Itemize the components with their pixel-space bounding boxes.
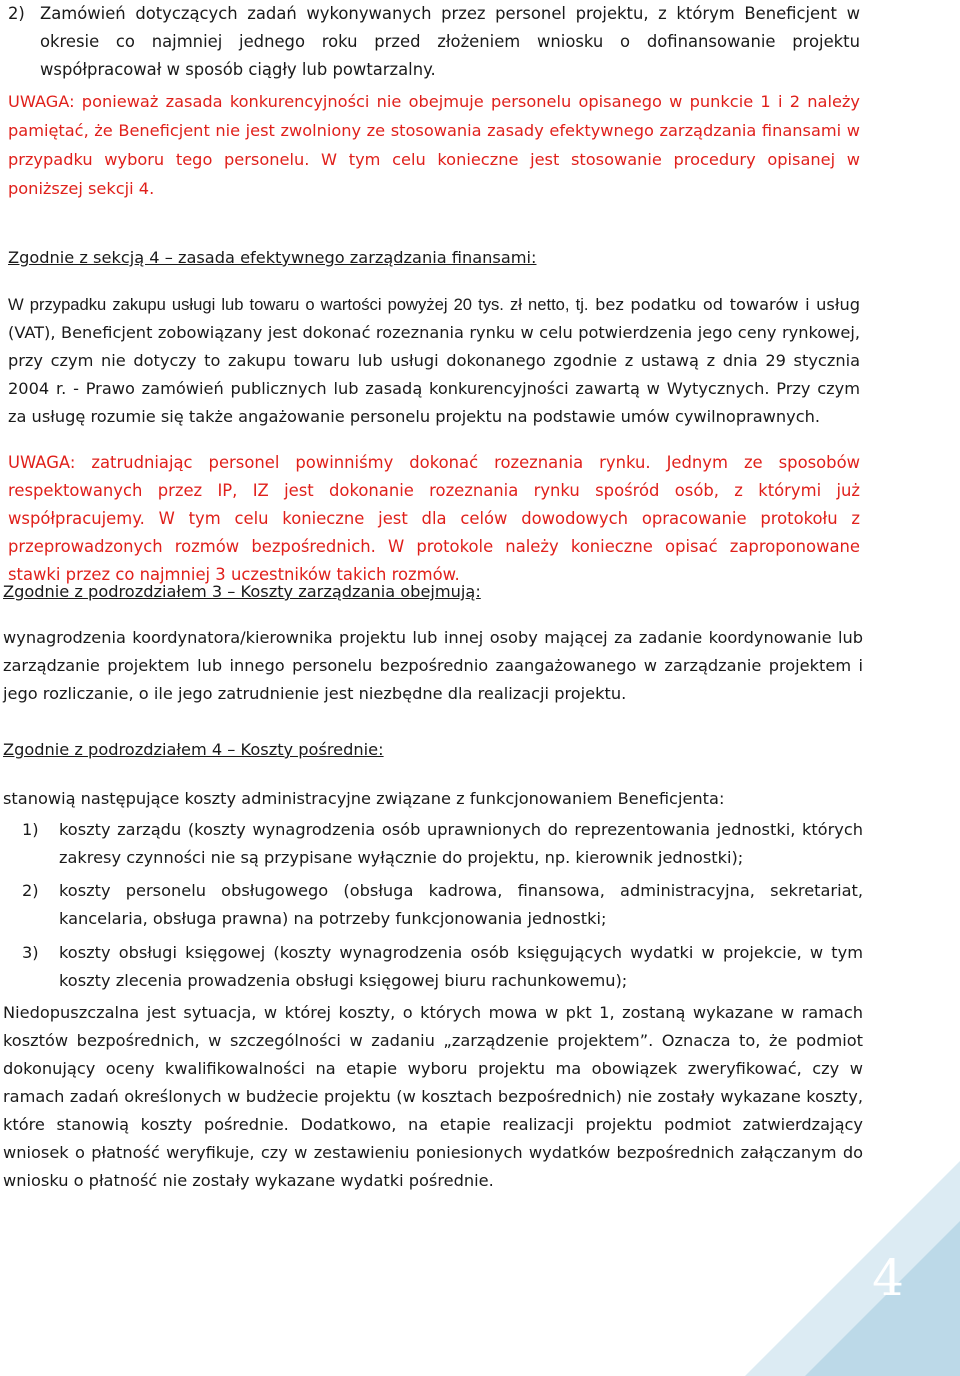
- cost-list-item-text: koszty zarządu (koszty wynagrodzenia osób uprawnionych do reprezentowania jednostki, których zakresy czynności nie są przypisane wyłącznie do projektu, np. kierownik jednostki);: [59, 820, 863, 867]
- cost-list-item: [3, 877, 863, 933]
- section-4-body-rest: bez podatku od towarów i usług (VAT), Beneficjent zobowiązany jest dokonać rozeznania rynku w celu potwierdzenia jego ceny rynkowej, przy czym nie dotyczy to zakupu towaru lub usługi dokonanego zgodnie z ustawą z dnia 29 stycznia 2004 r. - Prawo zamówień publicznych lub zasadą konkurencyjności zawartą w Wytycznych. Przy czym za usługę rozumie się także angażowanie personelu projektu na podstawie umów cywilnoprawnych.: [8, 295, 860, 426]
- page-number: 4: [872, 1249, 904, 1307]
- closing-paragraph: Niedopuszczalna jest sytuacja, w której koszty, o których mowa w pkt 1, zostaną wykazane w ramach kosztów bezpośrednich, w szczególności w zadaniu „zarządzenie projektem”. Oznacza to, że podmiot dokonujący oceny kwalifikowalności na etapie wyboru projektu ma obowiązek zweryfikować, czy w ramach zadań określonych w budżecie projektu (w kosztach bezpośrednich) nie zostały wykazane koszty, które stanowią koszty pośrednie. Dodatkowo, na etapie realizacji projektu podmiot zatwierdzający wniosek o płatność weryfikuje, czy w zestawieniu poniesionych wydatków bezpośrednich załączanym do wniosku o płatność nie zostały wykazane wydatki pośrednie.: [3, 1003, 863, 1190]
- section-4-heading: Zgodnie z sekcją 4 – zasada efektywnego zarządzania finansami:: [8, 248, 537, 267]
- cost-list-item-text: koszty obsługi księgowej (koszty wynagrodzenia osób księgujących wydatki w projekcie, w tym koszty zlecenia prowadzenia obsługi księgowej biuru rachunkowemu);: [59, 943, 863, 990]
- page-corner-decoration: [660, 1076, 960, 1376]
- list-item-2: [8, 0, 860, 84]
- warning-note-market-research: UWAGA: zatrudniając personel powinniśmy dokonać rozeznania rynku. Jednym ze sposobów respektowanych przez IP, IZ jest dokonanie rozeznania rynku spośród osób, z którymi już współpracujemy. W tym celu konieczne jest dla celów dowodowych opracowanie protokołu z przeprowadzonych rozmów bezpośrednich. W protokole należy konieczne opisać zaproponowane stawki przez co najmniej 3 uczestników takich rozmów.: [8, 453, 860, 584]
- cost-list-item-number: 1): [22, 820, 39, 839]
- list-item-number: 2): [8, 4, 25, 23]
- warning-note-personnel: UWAGA: ponieważ zasada konkurencyjności nie obejmuje personelu opisanego w punkcie 1 i 2 należy pamiętać, że Beneficjent nie jest zwolniony ze stosowania zasady efektywnego zarządzania finansami w przypadku wyboru tego personelu. W tym celu konieczne jest stosowanie procedury opisanej w poniższej sekcji 4.: [8, 92, 860, 198]
- cost-list-item-number: 2): [22, 881, 39, 900]
- subsection-4-intro: stanowią następujące koszty administracyjne związane z funkcjonowaniem Beneficjenta:: [3, 789, 725, 808]
- cost-list-item-number: 3): [22, 943, 39, 962]
- subsection-3-heading: Zgodnie z podrozdziałem 3 – Koszty zarządzania obejmują:: [3, 582, 481, 601]
- cost-list-item: [3, 816, 863, 872]
- cost-list-item-text: koszty personelu obsługowego (obsługa kadrowa, finansowa, administracyjna, sekretariat, kancelaria, obsługa prawna) na potrzeby funkcjonowania jednostki;: [59, 881, 863, 928]
- cost-list-item: [3, 939, 863, 995]
- section-4-body-lead: W przypadku zakupu usługi lub towaru o wartości powyżej 20 tys. zł netto, tj.: [8, 295, 589, 314]
- section-4-body: [8, 291, 860, 431]
- subsection-4-heading: Zgodnie z podrozdziałem 4 – Koszty pośrednie:: [3, 740, 384, 759]
- list-item-text: Zamówień dotyczących zadań wykonywanych przez personel projektu, z którym Beneficjent w okresie co najmniej jednego roku przed złożeniem wniosku o dofinansowanie projektu współpracował w sposób ciągły lub powtarzalny.: [40, 4, 860, 79]
- subsection-3-body: wynagrodzenia koordynatora/kierownika projektu lub innej osoby mającej za zadanie koordynowanie lub zarządzanie projektem lub innego personelu bezpośrednio zaangażowanego w zarządzanie projektem i jego rozliczanie, o ile jego zatrudnienie jest niezbędne dla realizacji projektu.: [3, 628, 863, 703]
